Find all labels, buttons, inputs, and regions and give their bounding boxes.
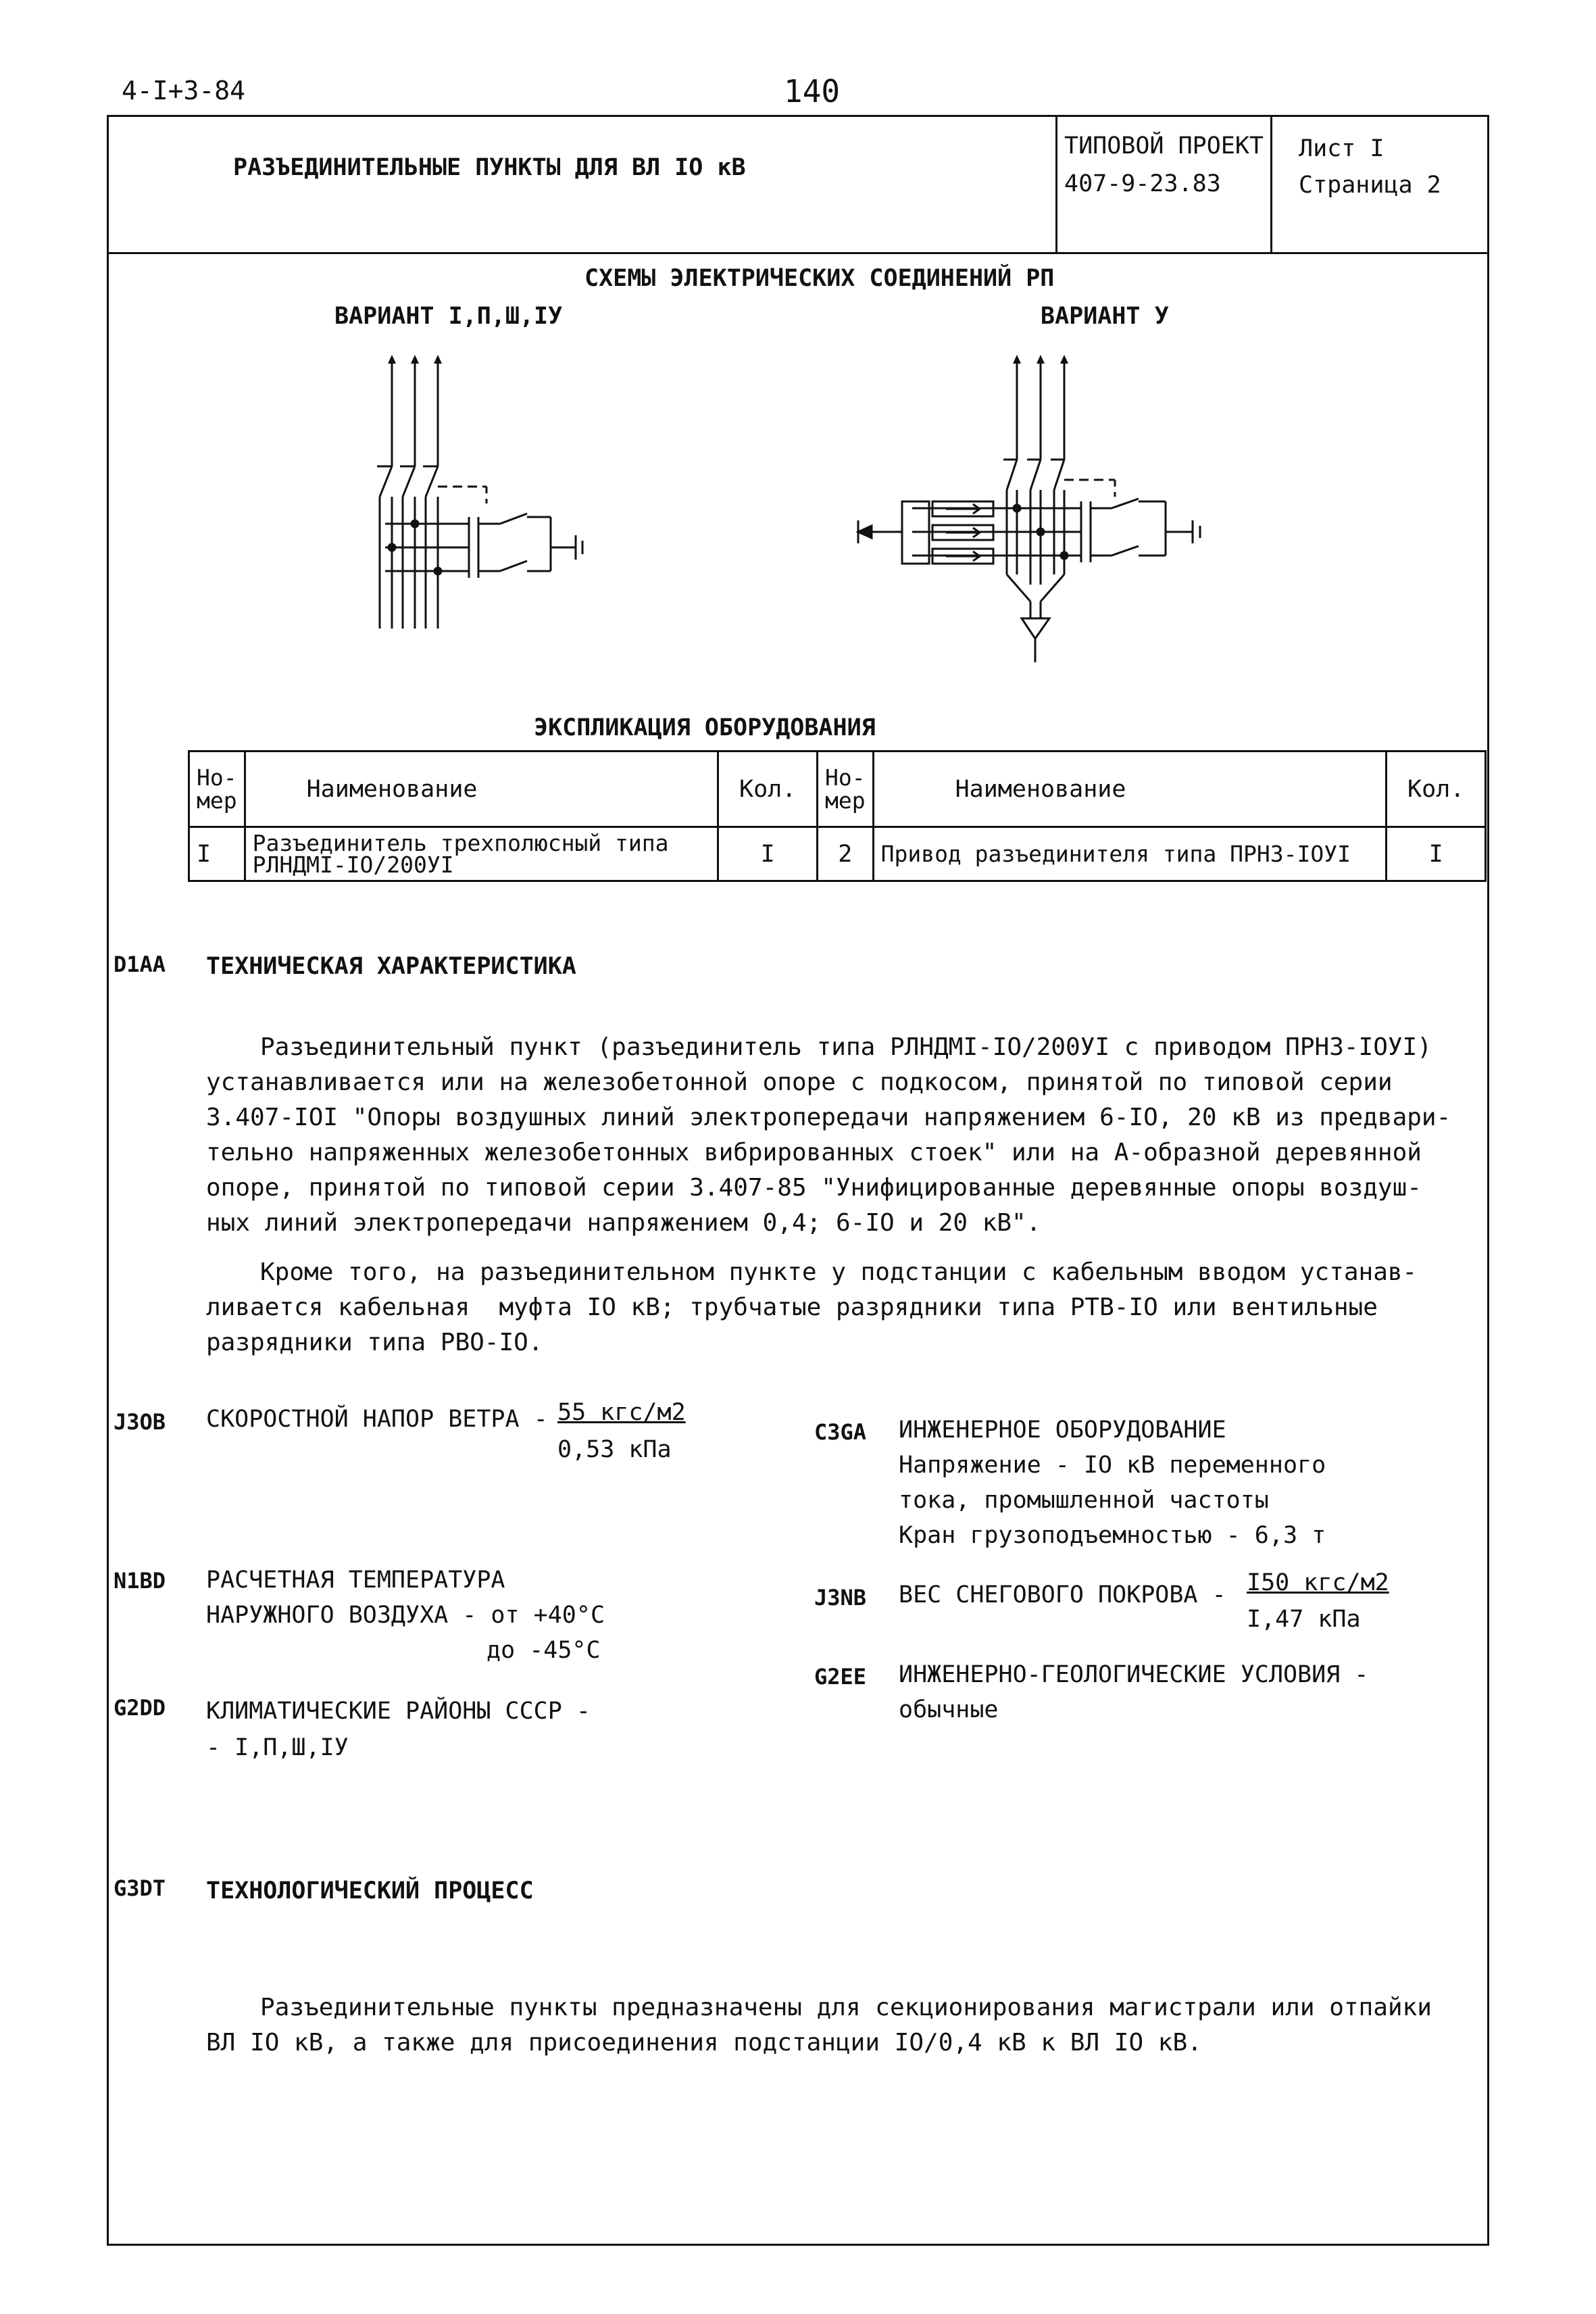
process-title: ТЕХНОЛОГИЧЕСКИЙ ПРОЦЕСС	[206, 1877, 534, 1904]
tech-paragraph-2	[206, 1220, 1417, 1396]
variant-right-label: ВАРИАНТ У	[1041, 303, 1169, 330]
row-name: Разъединитель трехполюсный типа РЛНДМI-IO/200УI	[245, 827, 718, 881]
snow-code: J3NB	[814, 1585, 867, 1610]
header-name-2: Наименование	[873, 752, 1387, 827]
wind-value-1: 55 кгс/м2	[557, 1399, 686, 1426]
header-name: Наименование	[245, 752, 718, 827]
page-title: РАЗЪЕДИНИТЕЛЬНЫЕ ПУНКТЫ ДЛЯ ВЛ IO кВ	[233, 154, 746, 181]
paragraph-line: ВЛ IO кВ, а также для присоединения подстанции IO/0,4 кВ к ВЛ IO кВ.	[206, 2029, 1202, 2057]
explication-table	[188, 750, 1487, 882]
wind-label: СКОРОСТНОЙ НАПОР ВЕТРА -	[206, 1406, 548, 1433]
process-code: G3DT	[114, 1875, 166, 1901]
engineering-line-4: Кран грузоподъемностью - 6,3 т	[899, 1522, 1326, 1549]
paragraph-line: тельно напряженных железобетонных вибрированных стоек" или на А-образной деревянной	[206, 1139, 1422, 1166]
project-number: 407-9-23.83	[1064, 170, 1221, 197]
tech-title: ТЕХНИЧЕСКАЯ ХАРАКТЕРИСТИКА	[206, 953, 576, 980]
temp-code: N1BD	[114, 1568, 166, 1594]
snow-label: ВЕС СНЕГОВОГО ПОКРОВА -	[899, 1581, 1226, 1608]
title-block	[107, 115, 1489, 254]
climate-line-1: КЛИМАТИЧЕСКИЕ РАЙОНЫ СССР -	[206, 1698, 591, 1725]
paragraph-line: ных линий электропередачи напряжением 0,4; 6-IO и 20 кВ".	[206, 1209, 1041, 1237]
header-number: Но-мер	[189, 752, 245, 827]
engineering-line-1: ИНЖЕНЕРНОЕ ОБОРУДОВАНИЕ	[899, 1417, 1226, 1444]
geology-line-2: обычные	[899, 1696, 999, 1723]
header-qty: Кол.	[718, 752, 818, 827]
climate-line-2: - I,П,Ш,IУ	[206, 1734, 349, 1761]
page-number: 140	[784, 73, 841, 109]
row-name-2: Привод разъединителя типа ПРНЗ-IOУI	[873, 827, 1387, 881]
temp-line-2: НАРУЖНОГО ВОЗДУХА - от +40°С	[206, 1602, 605, 1629]
paragraph-line: устанавливается или на железобетонной опоре с подкосом, принятой по типовой серии	[206, 1068, 1393, 1096]
variant-left-label: ВАРИАНТ I,П,Ш,IУ	[334, 303, 563, 330]
schemes-title: СХЕМЫ ЭЛЕКТРИЧЕСКИХ СОЕДИНЕНИЙ РП	[584, 265, 1055, 292]
geology-line-1: ИНЖЕНЕРНО-ГЕОЛОГИЧЕСКИЕ УСЛОВИЯ -	[899, 1661, 1369, 1688]
header-qty-2: Кол.	[1387, 752, 1486, 827]
paragraph-line: Кроме того, на разъединительном пункте у подстанции с кабельным вводом устанав-	[260, 1258, 1418, 1286]
temp-line-3: до -45°С	[487, 1637, 601, 1664]
tech-code: D1AA	[114, 952, 166, 977]
wind-code: J3OB	[114, 1409, 166, 1435]
paragraph-line: Разъединительный пункт (разъединитель типа РЛНДМI-IO/200УI с приводом ПРНЗ-IOУI)	[260, 1033, 1432, 1061]
table-row	[189, 827, 1486, 881]
doc-code: 4-I+3-84	[122, 76, 246, 105]
geology-code: G2EE	[814, 1664, 867, 1690]
snow-value-2: I,47 кПа	[1247, 1606, 1361, 1633]
climate-code: G2DD	[114, 1695, 166, 1721]
paragraph-line: 3.407-IOI "Опоры воздушных линий электропередачи напряжением 6-IO, 20 кВ из предвари-	[206, 1104, 1451, 1131]
explication-title: ЭКСПЛИКАЦИЯ ОБОРУДОВАНИЯ	[534, 714, 876, 741]
scheme-variant-left	[324, 351, 622, 635]
project-label: ТИПОВОЙ ПРОЕКТ	[1064, 132, 1264, 159]
snow-value-1: I50 кгс/м2	[1247, 1569, 1389, 1596]
engineering-line-2: Напряжение - IO кВ переменного	[899, 1452, 1326, 1479]
paragraph-line: Разъединительные пункты предназначены для секционирования магистрали или отпайки	[260, 1994, 1432, 2021]
paragraph-line: ливается кабельная муфта IO кВ; трубчатые разрядники типа РТВ-IO или вентильные	[206, 1294, 1378, 1321]
sheet-number: Лист I	[1299, 135, 1385, 162]
wind-value-2: 0,53 кПа	[557, 1436, 672, 1463]
process-paragraph	[206, 1955, 1432, 2096]
row-qty: I	[718, 827, 818, 881]
row-number-2: 2	[817, 827, 873, 881]
header-number-2: Но-мер	[817, 752, 873, 827]
paragraph-line: разрядники типа РВО-IO.	[206, 1329, 543, 1356]
engineering-line-3: тока, промышленной частоты	[899, 1487, 1269, 1514]
sheet-page: Страница 2	[1299, 172, 1441, 199]
paragraph-line: опоре, принятой по типовой серии 3.407-85 "Унифицированные деревянные опоры воздуш-	[206, 1174, 1422, 1202]
row-number: I	[189, 827, 245, 881]
engineering-code: C3GA	[814, 1419, 867, 1445]
temp-line-1: РАСЧЕТНАЯ ТЕМПЕРАТУРА	[206, 1567, 505, 1594]
row-qty-2: I	[1387, 827, 1486, 881]
scheme-variant-right	[838, 351, 1243, 669]
